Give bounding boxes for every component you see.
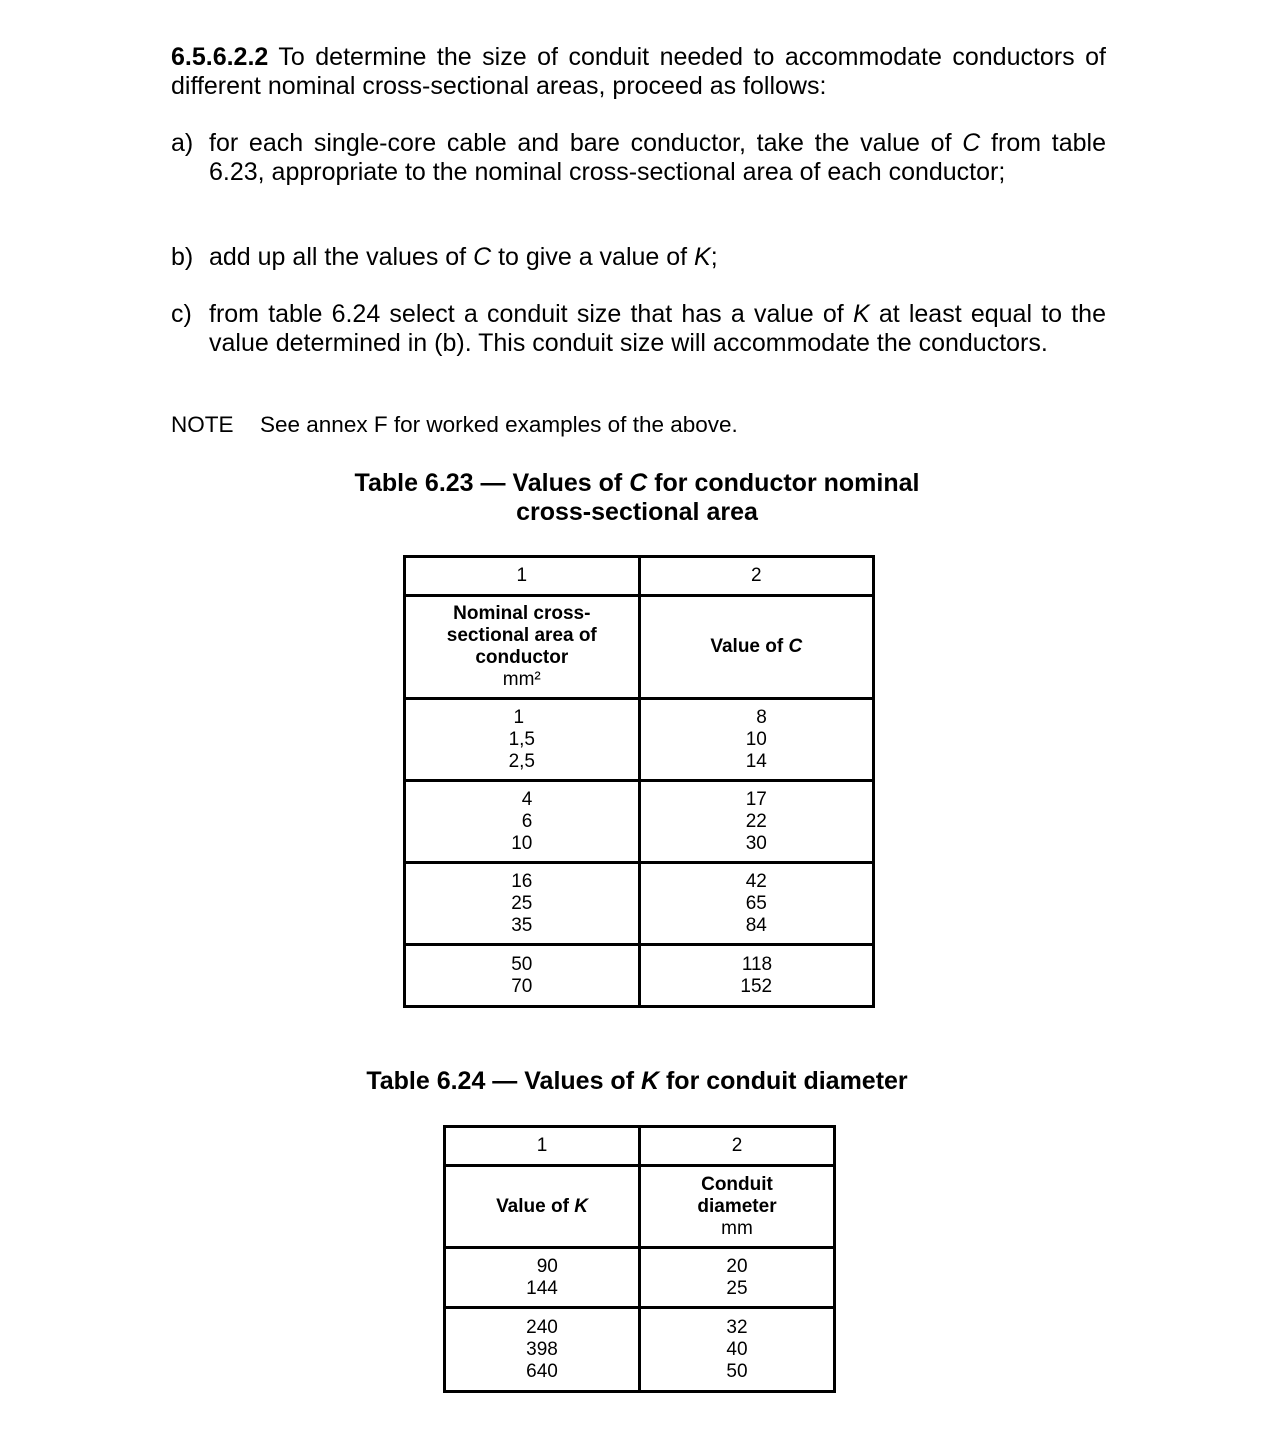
- k-cell: 90 144: [445, 1248, 640, 1308]
- clause-paragraph: [171, 43, 1106, 100]
- header-row: [405, 596, 874, 699]
- column-number: 2: [640, 1127, 835, 1166]
- header-conduit-diameter: Conduit diameter mm: [640, 1166, 835, 1248]
- table-row: [445, 1308, 835, 1392]
- area-cell: 1 1,5 2,5: [405, 699, 640, 781]
- note-text: See annex F for worked examples of the above.: [260, 412, 738, 437]
- step-text: for each single-core cable and bare conductor, take the value of C from table 6.23, appropriate to the nominal cross-sectional area of each conductor;: [209, 129, 1106, 186]
- step-label: a): [171, 129, 194, 157]
- note: [171, 411, 738, 439]
- c-cell: 118 152: [639, 945, 873, 1007]
- column-number: 1: [405, 557, 640, 596]
- table-624-title: Table 6.24 — Values of K for conduit diameter: [366, 1067, 908, 1095]
- diameter-cell: 20 25: [640, 1248, 835, 1308]
- table-623-title: Table 6.23 — Values of C for conductor nominal cross-sectional area: [354, 469, 920, 526]
- table-row: [445, 1248, 835, 1308]
- step-a: [171, 129, 1106, 186]
- area-cell: 16 25 35: [405, 863, 640, 945]
- c-cell: 17 22 30: [639, 781, 873, 863]
- step-label: b): [171, 243, 194, 271]
- clause-text: To determine the size of conduit needed to accommodate conductors of different nominal cross-sectional areas, proceed as follows:: [171, 43, 1106, 100]
- step-label: c): [171, 300, 192, 328]
- header-value-k: Value of K: [445, 1166, 640, 1248]
- header-row: [445, 1166, 835, 1248]
- area-cell: 4 6 10: [405, 781, 640, 863]
- table-623: [403, 555, 875, 1008]
- table-row: [405, 699, 874, 781]
- k-cell: 240 398 640: [445, 1308, 640, 1392]
- unit-label: mm²: [502, 669, 541, 690]
- c-cell: 42 65 84: [639, 863, 873, 945]
- header-area: Nominal cross- sectional area of conductor mm²: [405, 596, 640, 699]
- table-row: [405, 863, 874, 945]
- note-tag: NOTE: [171, 412, 234, 437]
- column-number-row: [405, 557, 874, 596]
- clause-number: 6.5.6.2.2: [171, 43, 269, 71]
- step-text: from table 6.24 select a conduit size that has a value of K at least equal to the value determined in (b). This conduit size will accommodate the conductors.: [209, 300, 1106, 357]
- c-cell: 8 10 14: [639, 699, 873, 781]
- step-b: [171, 243, 1106, 272]
- column-number: 2: [639, 557, 873, 596]
- table-624: [443, 1125, 836, 1393]
- unit-label: mm: [721, 1217, 753, 1239]
- step-text: add up all the values of C to give a value of K;: [209, 243, 718, 271]
- column-number: 1: [445, 1127, 640, 1166]
- column-number-row: [445, 1127, 835, 1166]
- area-cell: 50 70: [405, 945, 640, 1007]
- table-row: [405, 781, 874, 863]
- diameter-cell: 32 40 50: [640, 1308, 835, 1392]
- header-value-c: Value of C: [639, 596, 873, 699]
- step-c: [171, 300, 1106, 357]
- table-row: [405, 945, 874, 1007]
